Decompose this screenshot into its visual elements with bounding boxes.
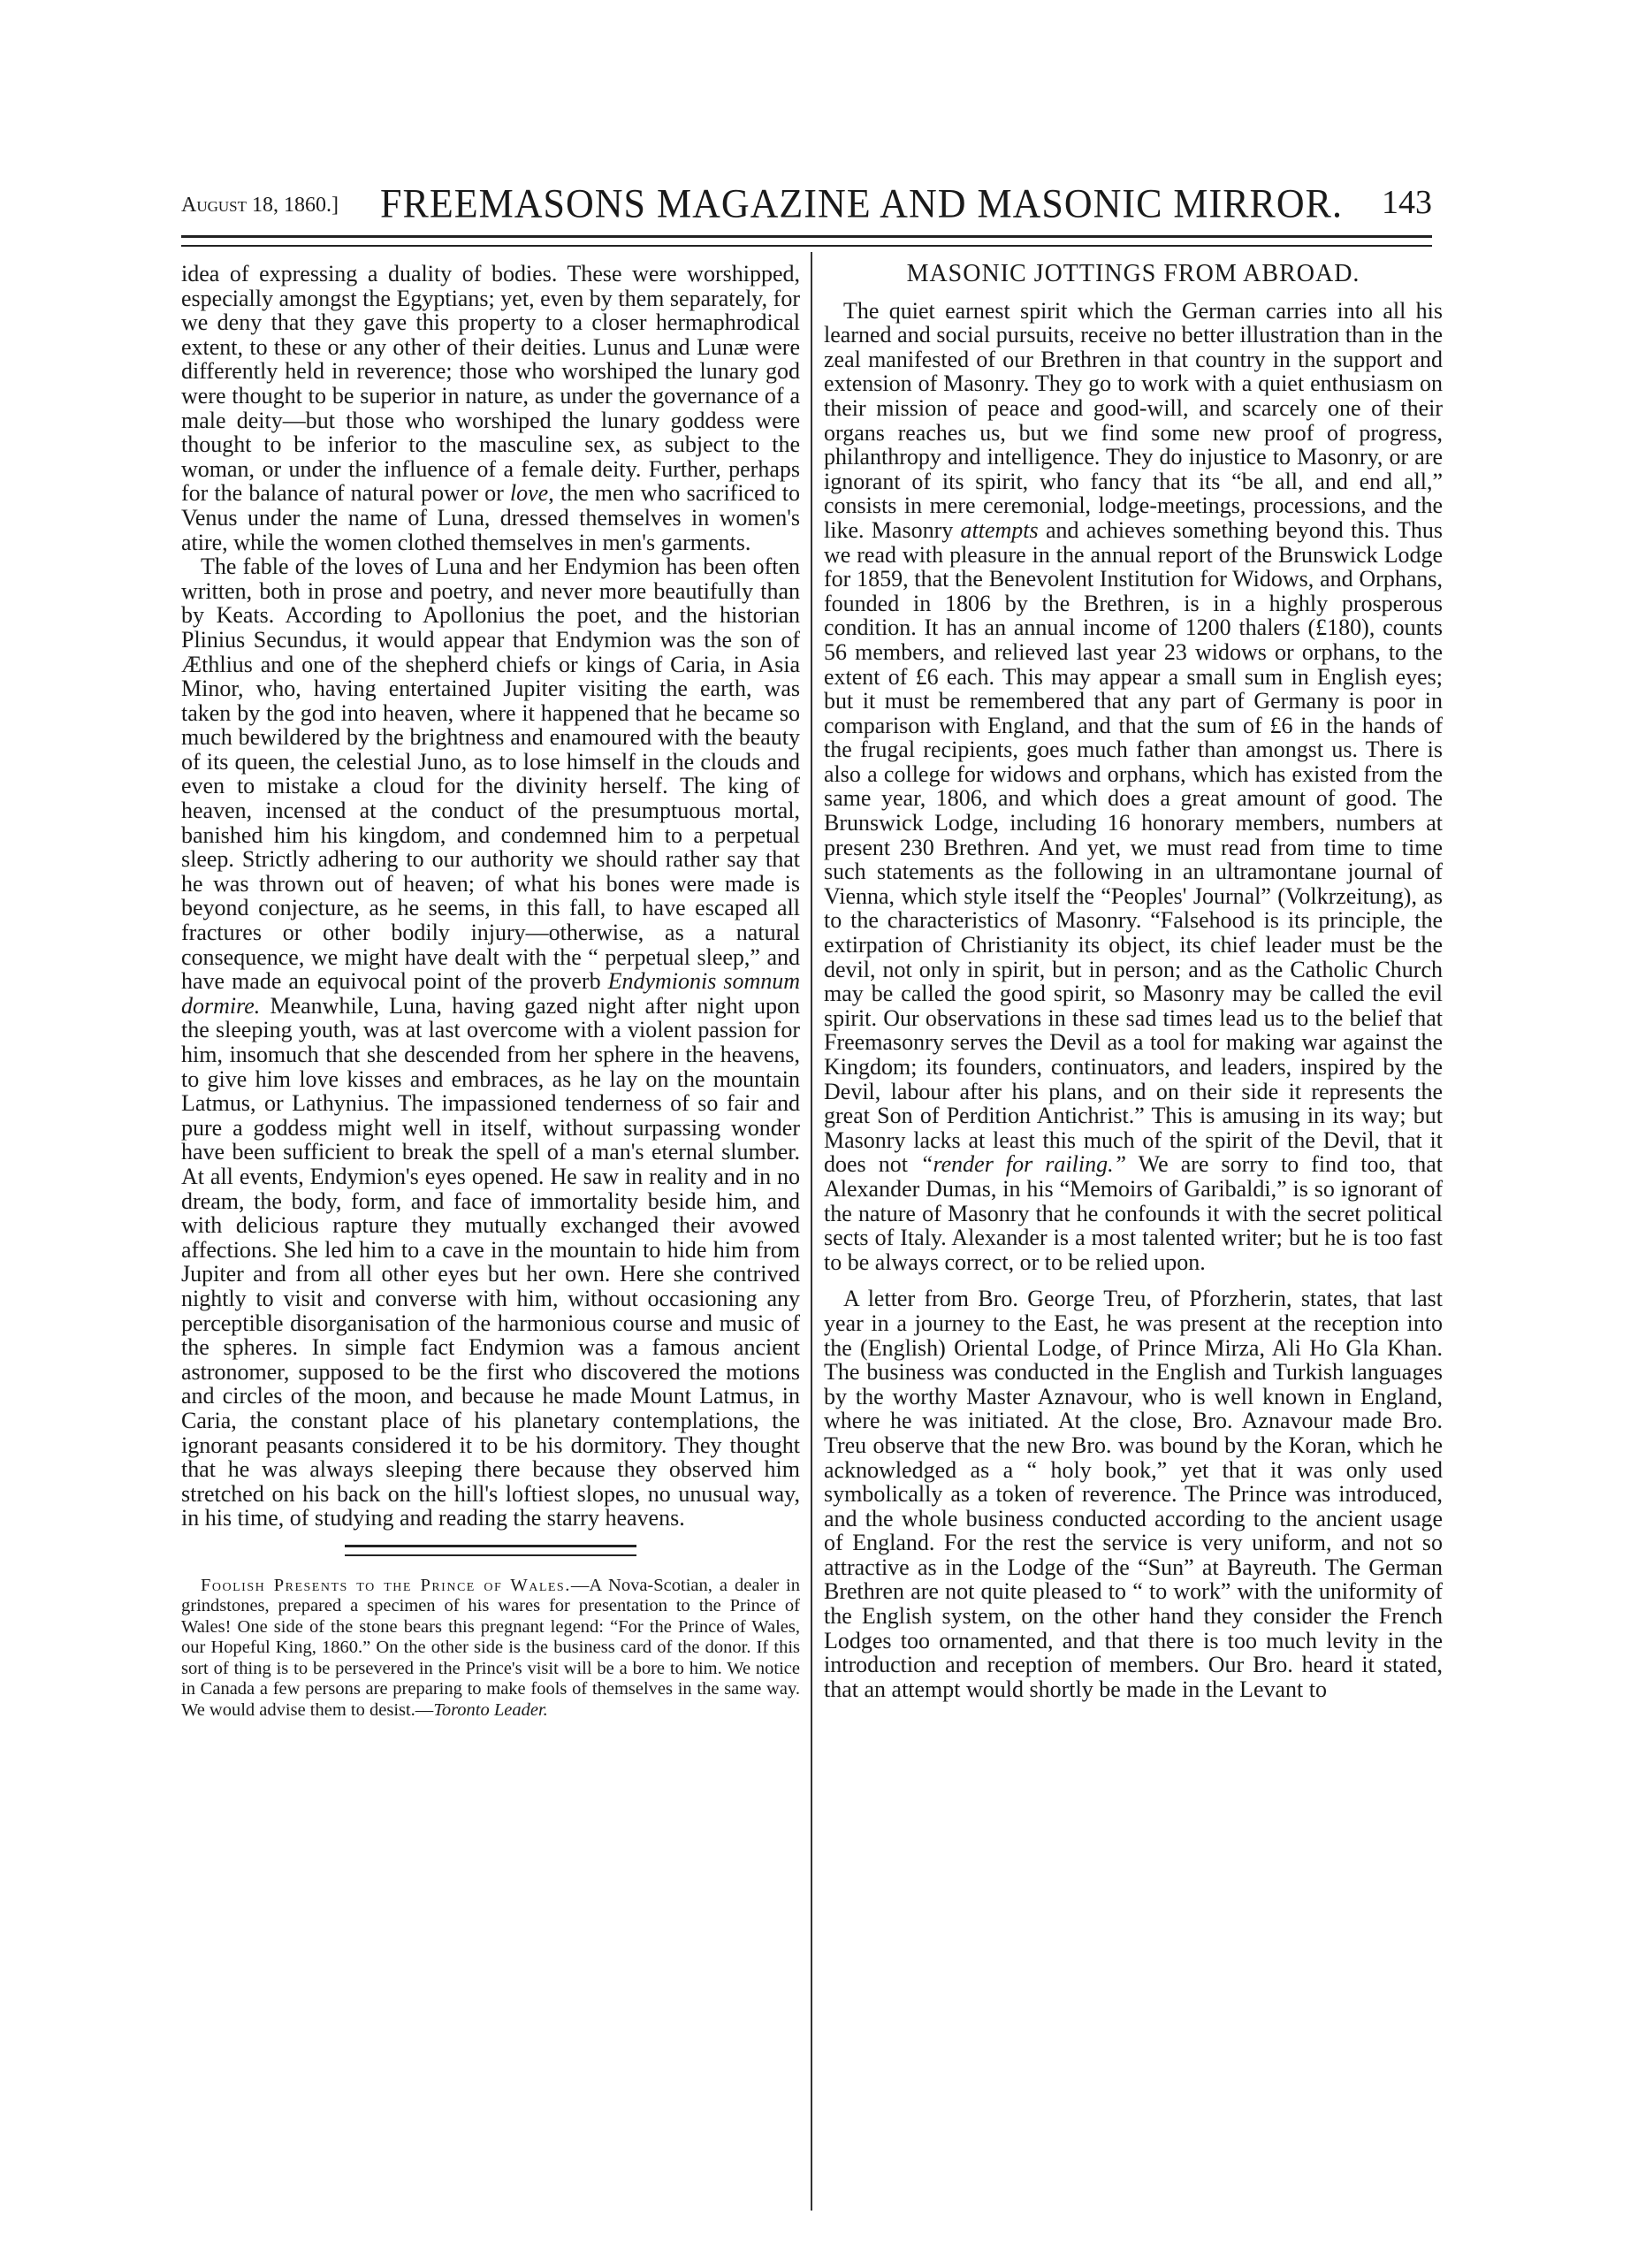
right-column xyxy=(824,262,1443,1701)
text-run: —A Nova-Scotian, a dealer in grindstones, prepared a specimen of his wares for presentation to the Prince of Wales! One side of the stone bears this pregnant legend: “For the Prince of Wales, our Hopeful King, 1860.” On the other side is the business card of the donor. If this sort of thing is to be persevered in the Prince's visit will be a bore to him. We notice in Canada a few persons are preparing to make fools of themselves in the same way. We would advise them to desist.— xyxy=(181,1575,800,1720)
section-separator xyxy=(345,1545,636,1556)
header-rule-top xyxy=(181,235,1432,238)
text-run: A letter from Bro. George Treu, of Pforzherin, states, that last year in a journey to the East, he was present at the reception into the (English) Oriental Lodge, of Prince Mirza, Ali Ho Gla Khan. The business was conducted in the English and Turkish languages by the worthy Master Aznavour, who is well known in England, where he was initiated. At the close, Bro. Aznavour made Bro. Treu observe that the new Bro. was bound by the Koran, which he acknowledged as a “ holy book,” yet that it was only used symbolically as a token of reverence. The Prince was introduced, and the whole business conducted according to the ancient usage of England. For the rest the service is very uniform, and not so attractive as in the Lodge of the “Sun” at Bayreuth. The German Brethren are not quite pleased to “ to work” with the uniformity of the English system, on the other hand they consider the French Lodges too ornamented, and that there is too much levity in the introduction and reception of members. Our Bro. heard it stated, that an attempt would shortly be made in the Levant to xyxy=(824,1286,1443,1702)
text-run: , the men who sacrificed to Venus under the name of Luna, dressed themselves in women's atire, while the women clothed themselves in men's garments. xyxy=(181,480,800,555)
italic-text: attempts xyxy=(960,516,1039,543)
news-note xyxy=(181,1576,800,1722)
text-run: The quiet earnest spirit which the German carries into all his learned and social pursuits, receive no better illustration than in the zeal manifested of our Brethren in that country in the support and extension of Masonry. They go to work with a quiet enthusiasm on their mission of peace and good-will, and scarcely one of their organs reaches us, but we find some new proof of progress, philanthropy and intelligence. They do injustice to Masonry, or are ignorant of its spirit, who fancy that its “be all, and end all,” consists in mere ceremonial, lodge-meetings, processions, and the like. Masonry xyxy=(824,297,1443,543)
article-paragraph xyxy=(181,554,800,1531)
left-column xyxy=(181,262,800,1721)
text-run: The fable of the loves of Luna and her Endymion has been often written, both in prose and poetry, and never more beautifully than by Keats. According to Apollonius the poet, and the historian Plinius Secundus, it would appear that Endymion was the son of Æthlius and one of the shepherd chiefs or kings of Caria, in Asia Minor, who, having entertained Jupiter visiting the earth, was taken by the god into heaven, where it happened that he became so much bewildered by the brightness and enamoured with the beauty of its queen, the celestial Juno, as to lose himself in the clouds and even to mistake a cloud for the divinity herself. The king of heaven, incensed at the conduct of the presumptuous mortal, banished him his kingdom, and condemned him to a perpetual sleep. Strictly adhering to our authority we should rather say that he was thrown out of heaven; of what his bones were made is beyond conjecture, as he seems, in this fall, to have escaped all fractures or other bodily injury—otherwise, as a natural consequence, we might have dealt with the “ perpetual sleep,” and have made an equivocal point of the proverb xyxy=(181,554,800,995)
note-heading: Foolish Presents to the Prince of Wales. xyxy=(201,1575,571,1595)
article-paragraph xyxy=(824,299,1443,1275)
italic-text: “render for railing.” xyxy=(920,1151,1127,1178)
article-title: MASONIC JOTTINGS FROM ABROAD. xyxy=(906,260,1360,287)
page-number: 143 xyxy=(1382,184,1432,221)
italic-text: Endymionis somnum dormire. xyxy=(181,968,800,1019)
article-paragraph xyxy=(181,262,800,554)
text-run: Meanwhile, Luna, having gazed night after night upon the sleeping youth, was at last overcome with a violent passion for him, insomuch that she descended from her sphere in the heavens, to give him love kisses and embraces, as he lay on the mountain Latmus, or Lathynius. The impassioned tenderness of so fair and pure a goddess might well in itself, without surpassing wonder have been sufficient to break the spell of a man's eternal slumber. At all events, Endymion's eyes opened. He saw in reality and in no dream, the body, form, and face of immortality beside him, and with delicious rapture they mutually exchanged their avowed affections. She led him to a cave in the mountain to hide him from Jupiter and from all other eyes but her own. Here she contrived nightly to visit and converse with him, without occasioning any perceptible disorganisation of the harmonious course and music of the spheres. In simple fact Endymion was a famous ancient astronomer, supposed to be the first who discovered the motions and circles of the moon, and because he made Mount Latmus, in Caria, the constant place of his planetary contemplations, the ignorant peasants considered it to be his dormitory. They thought that he was always sleeping there because they observed him stretched on his back on the hill's loftiest slopes, no unusual way, in his time, of studying and reading the starry heavens. xyxy=(181,992,800,1531)
magazine-title: FREEMASONS MAGAZINE AND MASONIC MIRROR. xyxy=(380,180,1344,227)
note-body xyxy=(181,1576,800,1720)
page-header xyxy=(181,181,1432,225)
text-run: and achieves something beyond this. Thus we read with pleasure in the annual report of the Brunswick Lodge for 1859, that the Benevolent Institution for Widows, and Orphans, founded in 1806 by the Brethren, is in a highly prosperous condition. It has an annual income of 1200 thalers (£180), counts 56 members, and relieved last year 23 widows or orphans, to the extent of £6 each. This may appear a small sum in English eyes; but it must be remembered that any part of Germany is poor in comparison with England, and that the sum of £6 in the hands of the frugal recipients, goes much father than amongst us. There is also a college for widows and orphans, which has existed from the same year, 1806, and which does a great amount of good. The Brunswick Lodge, including 16 honorary members, numbers at present 230 Brethren. And yet, we must read from time to time such statements as the following in an ultramontane journal of Vienna, which style itself the “Peoples' Journal” (Volkrzeitung), as to the characteristics of Masonry. “Falsehood is its principle, the extirpation of Christianity its object, its chief leader must be the devil, not only in spirit, but in person; and as the Catholic Church may be called the good spirit, so Masonry may be called the evil spirit. Our observations in these sad times lead us to the belief that Freemasonry serves the Devil as a tool for making war against the Kingdom; its founders, continuators, and leaders, inspired by the Devil, labour after his plans, and on their side it represents the great Son of Perdition Antichrist.” This is amusing in its way; but Masonry lacks at least this much of the spirit of the Devil, that it does not xyxy=(824,516,1444,1178)
text-run: We are sorry to find too, that Alexander Dumas, in his “Memoirs of Garibaldi,” is so ignorant of the nature of Masonry that he confounds it with the secret political sects of Italy. Alexander is a most talented writer; but he is too fast to be always correct, or to be relied upon. xyxy=(824,1151,1443,1275)
column-divider xyxy=(811,252,812,2211)
text-run: idea of expressing a duality of bodies. These were worshipped, especially amongst the Egyptians; yet, even by them separately, for we deny that they gave this property to a closer hermaphrodical extent, to these or any other of their deities. Lunus and Lunæ were differently held in reverence; those who worshiped the lunary god were thought to be superior in nature, as under the governance of a male deity—but those who worshiped the lunary goddess were thought to be inferior to the masculine sex, as subject to the woman, or under the influence of a female deity. Further, perhaps for the balance of natural power or xyxy=(181,261,800,507)
article-paragraph xyxy=(824,1287,1443,1701)
issue-date: August 18, 1860.] xyxy=(181,194,339,217)
italic-text: love xyxy=(509,480,549,507)
italic-text: Toronto Leader. xyxy=(433,1699,548,1720)
header-rule-bottom xyxy=(181,245,1432,247)
